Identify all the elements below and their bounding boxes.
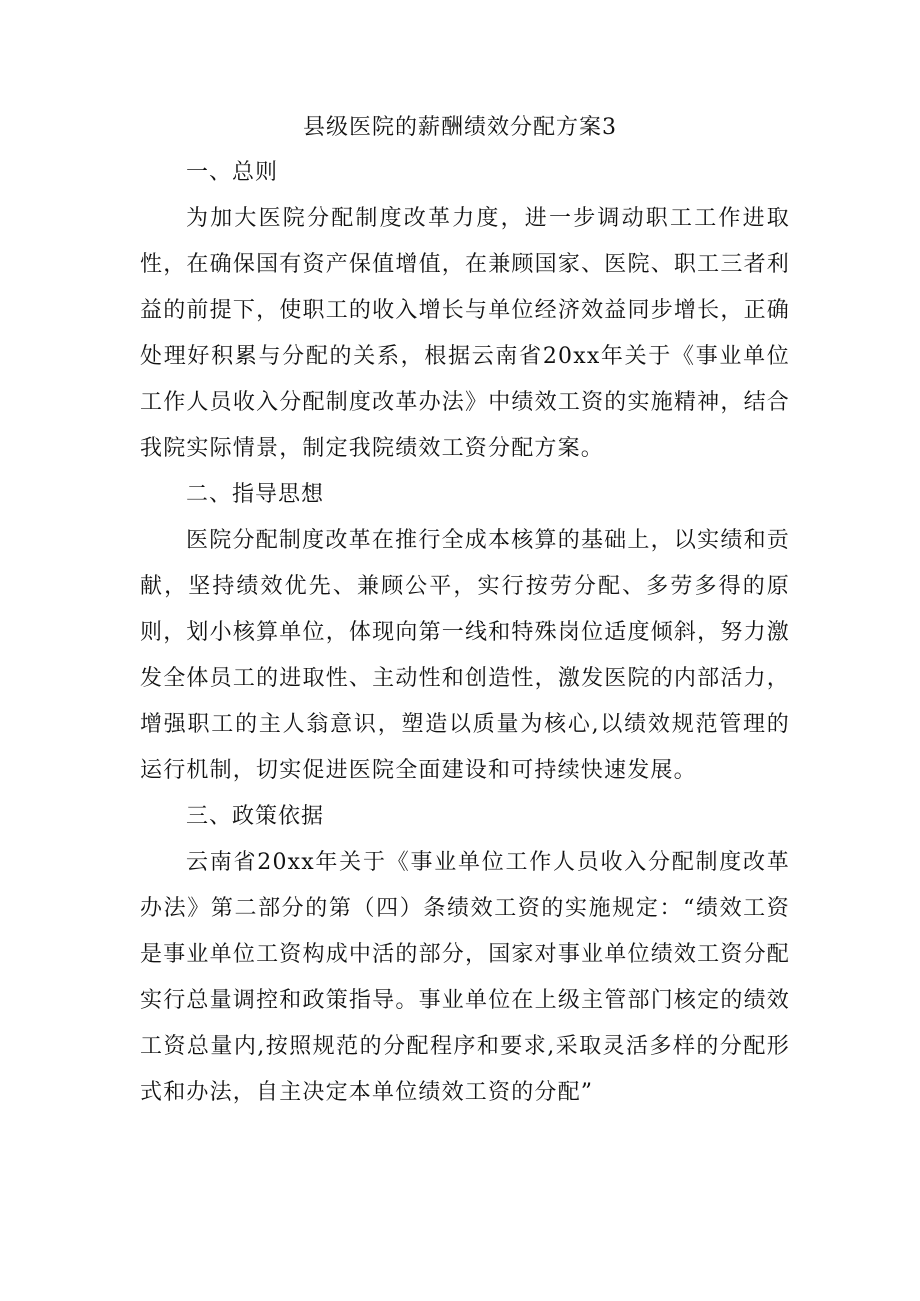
document-title: 县级医院的薪酬绩效分配方案3 bbox=[303, 115, 617, 140]
section-paragraph-policy-basis: 云南省20xx年关于《事业单位工作人员收入分配制度改革办法》第二部分的第（四）条绩效工资的实施规定：“绩效工资是事业单位工资构成中活的部分，国家对事业单位绩效工资分配实行总量调控和政策指导。事业单位在上级主管部门核定的绩效工资总量内,按照规范的分配程序和要求,采取灵活多样的分配形式和办法，自主决定本单位绩效工资的分配” bbox=[140, 850, 790, 1105]
section-heading-general: 一、总则 bbox=[186, 160, 279, 185]
section-heading-policy-basis: 三、政策依据 bbox=[186, 804, 325, 829]
section-heading-guiding-ideology: 二、指导思想 bbox=[186, 482, 325, 507]
section-paragraph-guiding-ideology: 医院分配制度改革在推行全成本核算的基础上，以实绩和贡献，坚持绩效优先、兼顾公平，实行按劳分配、多劳多得的原则，划小核算单位，体现向第一线和特殊岗位适度倾斜，努力激发全体员工的进取性、主动性和创造性，激发医院的内部活力，增强职工的主人翁意识，塑造以质量为核心,以绩效规范管理的运行机制，切实促进医院全面建设和可持续快速发展。 bbox=[140, 528, 790, 783]
document-body bbox=[140, 150, 790, 1116]
section-paragraph-general: 为加大医院分配制度改革力度，进一步调动职工工作进取性，在确保国有资产保值增值，在兼顾国家、医院、职工三者利益的前提下，使职工的收入增长与单位经济效益同步增长，正确处理好积累与分配的关系，根据云南省20xx年关于《事业单位工作人员收入分配制度改革办法》中绩效工资的实施精神，结合我院实际情景，制定我院绩效工资分配方案。 bbox=[140, 206, 790, 461]
